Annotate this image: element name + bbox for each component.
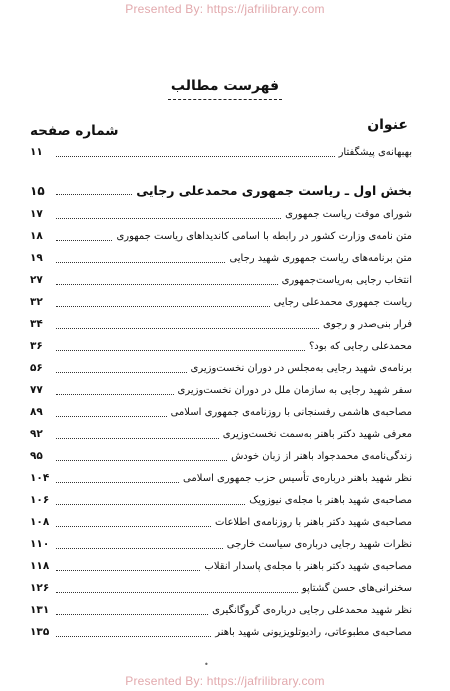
toc-entry-page: ۱۷: [30, 208, 43, 220]
toc-entry-page: ۱۱۰: [30, 538, 50, 550]
toc-entry-page: ۸۹: [30, 406, 43, 418]
toc-entry[interactable]: [30, 360, 412, 377]
toc-entry-title: سفر شهید رجایی به سازمان ملل در دوران نخست‌وزیری: [177, 385, 412, 396]
dot-leader: [56, 525, 211, 527]
toc-entry-title: متن نامه‌ی وزارت کشور در رابطه با اسامی کاندیداهای ریاست جمهوری: [116, 231, 412, 242]
watermark-top: Presented By: https://jafrilibrary.com: [125, 2, 325, 16]
toc-entry-title: مصاحبه‌ی هاشمی رفسنجانی با روزنامه‌ی جمهوری اسلامی: [170, 407, 412, 418]
toc-entry-title: نظر شهید باهنر درباره‌ی تأسیس حزب جمهوری اسلامی: [183, 473, 412, 484]
dot-leader: [56, 239, 112, 241]
toc-entry-title: انتخاب رجایی به‌ریاست‌جمهوری: [281, 275, 412, 286]
dot-leader: [56, 459, 227, 461]
toc-section-heading[interactable]: [30, 182, 412, 199]
dot-leader: [56, 635, 211, 637]
toc-entry-title: نظر شهید محمدعلی رجایی درباره‌ی گروگانگیری: [212, 605, 412, 616]
toc-entry-page: ۵۶: [30, 362, 43, 374]
toc-entry-page: ۳۶: [30, 340, 43, 352]
dot-leader: [56, 569, 200, 571]
toc-entry[interactable]: [30, 558, 412, 575]
toc-entry-page: ۱۰۸: [30, 516, 50, 528]
toc-entry[interactable]: [30, 316, 412, 333]
toc-entry-title: مصاحبه‌ی شهید باهنر با مجله‌ی نیوزویک: [249, 495, 412, 506]
toc-entry-page: ۲۷: [30, 274, 43, 286]
dot-leader: [56, 155, 335, 157]
dot-leader: [56, 437, 219, 439]
dot-leader: [56, 591, 298, 593]
toc-entry-page: ۹۵: [30, 450, 43, 462]
toc-entry-title: محمدعلی رجایی که بود؟: [309, 341, 412, 352]
page-column-header: شماره صفحه: [30, 123, 119, 139]
dot-leader: [56, 283, 278, 285]
dot-leader: [56, 327, 319, 329]
toc-entry-page: ۱۸: [30, 230, 43, 242]
toc-entry-page: ۹۲: [30, 428, 43, 440]
watermark-bottom: Presented By: https://jafrilibrary.com: [125, 674, 325, 688]
toc-entry-page: ۱۱۸: [30, 560, 50, 572]
toc-entry-page: ۳۴: [30, 318, 43, 330]
toc-entry-title: نظرات شهید رجایی درباره‌ی سیاست خارجی: [226, 539, 412, 550]
toc-entry-page: ۱۱: [30, 146, 43, 158]
toc-entry-title: معرفی شهید دکتر باهنر به‌سمت نخست‌وزیری: [222, 429, 412, 440]
dot-leader: [56, 349, 305, 351]
toc-entry-page: ۱۵: [30, 184, 45, 198]
toc-entry[interactable]: [30, 404, 412, 421]
toc-entry-page: ۷۷: [30, 384, 43, 396]
toc-entry-title: مصاحبه‌ی شهید دکتر باهنر با روزنامه‌ی اطلاعات: [214, 517, 412, 528]
dot-leader: [56, 393, 174, 395]
toc-entry-title: برنامه‌ی شهید رجایی به‌مجلس در دوران نخست‌وزیری: [190, 363, 412, 374]
toc-entry-title: بهبهانه‌ی پیشگفتار: [338, 147, 412, 158]
dot-leader: [56, 613, 208, 615]
toc-entry[interactable]: [30, 206, 412, 223]
toc-entry-page: ۱۳۱: [30, 604, 50, 616]
page-mark: •: [204, 660, 209, 669]
toc-entry[interactable]: [30, 272, 412, 289]
dot-leader: [56, 415, 167, 417]
toc-entry-title: شورای موقت ریاست جمهوری: [285, 209, 412, 220]
toc-entry[interactable]: [30, 294, 412, 311]
dot-leader: [56, 305, 270, 307]
toc-entry[interactable]: [30, 580, 412, 597]
dot-leader: [56, 217, 281, 219]
toc-entry[interactable]: [30, 250, 412, 267]
dot-leader: [56, 481, 179, 483]
toc-entry[interactable]: [30, 536, 412, 553]
toc-entry-title: مصاحبه‌ی مطبوعاتی، رادیوتلویزیونی شهید باهنر: [215, 627, 412, 638]
toc-entry[interactable]: [30, 602, 412, 619]
toc-entry[interactable]: [30, 624, 412, 641]
toc-entry-title: فرار بنی‌صدر و رجوی: [323, 319, 412, 330]
toc-entry-title: مصاحبه‌ی شهید دکتر باهنر با مجله‌ی پاسدار انقلاب: [204, 561, 412, 572]
toc-entry-page: ۱۳۵: [30, 626, 50, 638]
toc-entry[interactable]: [30, 144, 412, 161]
toc-entry[interactable]: [30, 448, 412, 465]
toc-entry[interactable]: [30, 228, 412, 245]
toc-entry[interactable]: [30, 338, 412, 355]
toc-entry[interactable]: [30, 514, 412, 531]
toc-entry-title: زندگی‌نامه‌ی محمدجواد باهنر از زبان خودش: [231, 451, 412, 462]
title-underline: [168, 99, 282, 100]
page-title: فهرست مطالب: [170, 78, 280, 94]
dot-leader: [56, 261, 225, 263]
toc-entry-page: ۱۰۴: [30, 472, 50, 484]
toc-entry[interactable]: [30, 492, 412, 509]
toc-entry-page: ۱۲۶: [30, 582, 50, 594]
toc-entry-title: متن برنامه‌های ریاست جمهوری شهید رجایی: [229, 253, 412, 264]
toc-entry-title: ریاست جمهوری محمدعلی رجایی: [273, 297, 412, 308]
toc-entry-page: ۳۲: [30, 296, 43, 308]
toc-entry[interactable]: [30, 382, 412, 399]
toc-entry-page: ۱۹: [30, 252, 43, 264]
toc-entry-title: بخش اول ـ ریاست جمهوری محمدعلی رجایی: [136, 183, 412, 198]
dot-leader: [56, 371, 187, 373]
title-column-header: عنوان: [367, 117, 408, 133]
dot-leader: [56, 547, 223, 549]
toc-entry[interactable]: [30, 470, 412, 487]
toc-entry-page: ۱۰۶: [30, 494, 50, 506]
dot-leader: [56, 193, 132, 195]
toc-entry[interactable]: [30, 426, 412, 443]
toc-entry-title: سخنرانی‌های حسن گشتاپو: [301, 583, 412, 594]
dot-leader: [56, 503, 245, 505]
